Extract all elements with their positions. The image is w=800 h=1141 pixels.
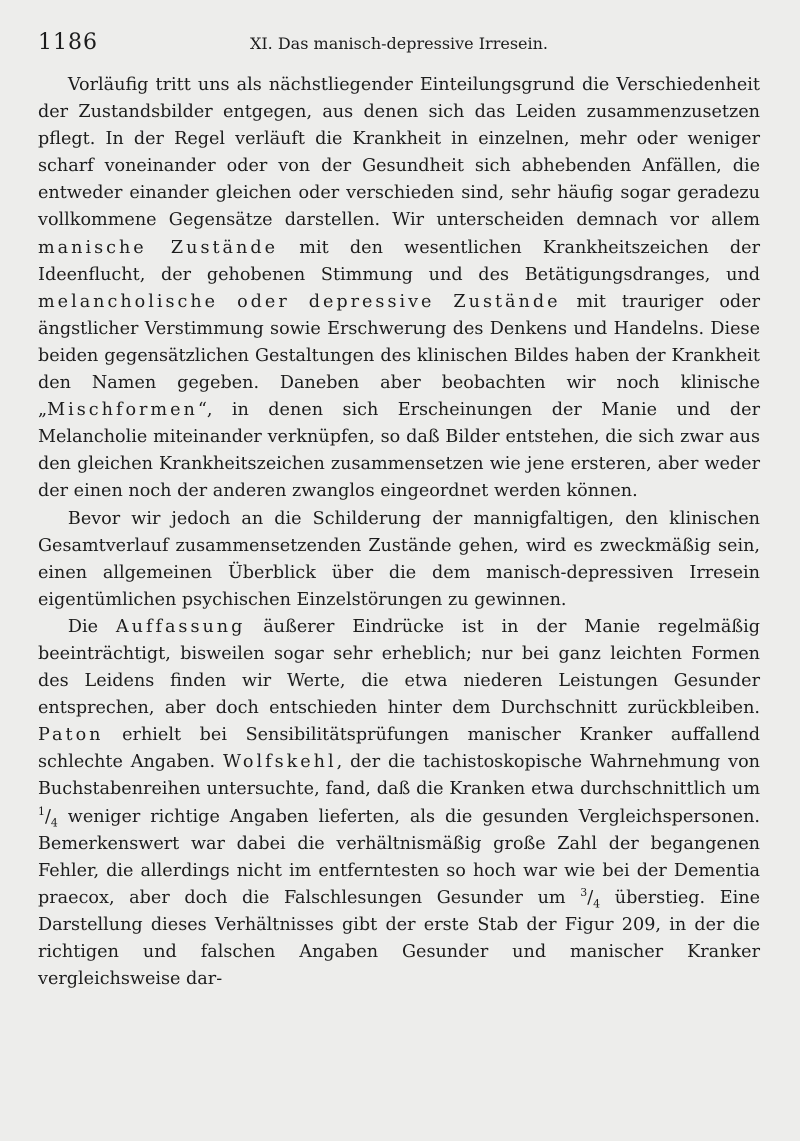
text-segment: äußerer Eindrücke ist in der Manie regelmäßig beeinträchtigt, bisweilen sogar sehr erheblich; nur bei ganz leichten Formen des Leidens finden wir Werte, die etwa niederen Leistungen Gesunder entsprechen, aber doch entschieden hinter dem Durchschnitt zurückbleiben. [38,616,760,719]
text-segment: 1 [38,804,45,818]
page-header [38,30,760,62]
text-segment: 4 [50,816,58,830]
text-segment: / [587,887,594,908]
emphasis-spaced: Mischformen [47,400,198,421]
emphasis-spaced: melancholische oder depressive Zustände [38,291,561,312]
text-segment: Vorläufig tritt uns als nächstliegender Einteilungsgrund die Verschiedenheit der Zustandsbilder entgegen, aus denen sich das Leiden zusammenzusetzen pflegt. In der Regel verläuft die Krankheit in einzelnen, mehr oder weniger scharf voneinander oder von der Gesundheit sich abhebenden Anfällen, die entweder einander gleichen oder verschieden sind, sehr häufig sogar geradezu vollkommene Gegensätze darstellen. Wir unterscheiden demnach vor allem [38,75,760,231]
text-segment: Die [67,616,116,637]
text-segment: / [44,806,51,827]
text-segment: Bevor wir jedoch an die Schilderung der mannigfaltigen, den klinischen Gesamtverlauf zusammensetzenden Zustände gehen, wird es zweckmäßig sein, einen allgemeinen Überblick über die dem manisch-depressiven Irresein eigentümlichen psychischen Einzelstörungen zu gewinnen. [38,508,760,610]
text-segment: erhielt bei Sensibilitätsprüfungen manischer Kranker auffallend schlechte Angaben. [38,725,760,773]
body-text [38,72,760,993]
paragraph [38,72,760,506]
emphasis-spaced: Auffassung [115,616,246,637]
text-segment: 3 [580,885,588,899]
text-segment: mit trauriger oder ängstlicher Verstimmung sowie Erschwerung des Denkens und Handelns. Diese beiden gegensätzlichen Gestaltungen des klinischen Bildes haben der Krankheit den Namen gegeben. Daneben aber beobachten wir noch klinische „ [38,291,760,421]
text-segment: weniger richtige Angaben lieferten, als die gesunden Vergleichspersonen. Bemerkenswert war dabei die verhältnismäßig große Zahl der begangenen Fehler, die allerdings nicht im entferntesten so hoch war wie bei der Dementia praecox, aber doch die Falschlesungen Gesunder um [38,806,760,908]
running-head: XI. Das manisch-depressive Irresein. [249,34,549,53]
text-segment: , der die tachistoskopische Wahrnehmung von Buchstabenreihen untersuchte, fand, daß die Kranken etwa durchschnittlich um [38,752,760,800]
text-segment: 4 [593,897,601,911]
paragraph [38,506,760,614]
page-number: 1186 [38,30,98,55]
text-segment: überstieg. Eine Darstellung dieses Verhältnisses gibt der erste Stab der Figur 209, in der die richtigen und falschen Angaben Gesunder und manischer Kranker vergleichsweise dar- [38,887,760,990]
text-segment: “, in denen sich Erscheinungen der Manie und der Melancholie miteinander verknüpfen, so daß Bilder entstehen, die sich zwar aus den gleichen Krankheitszeichen zusammensetzen wie jene ersteren, aber weder der einen noch der anderen zwanglos eingeordnet werden können. [38,400,760,502]
emphasis-spaced: Paton [38,725,104,746]
emphasis-spaced: manische Zustände [38,237,279,258]
text-segment: mit den wesentlichen Krankheitszeichen der Ideenflucht, der gehobenen Stimmung und des Betätigungsdranges, und [38,237,760,285]
emphasis-spaced: Wolfskehl [223,752,337,773]
paragraph [38,614,760,993]
